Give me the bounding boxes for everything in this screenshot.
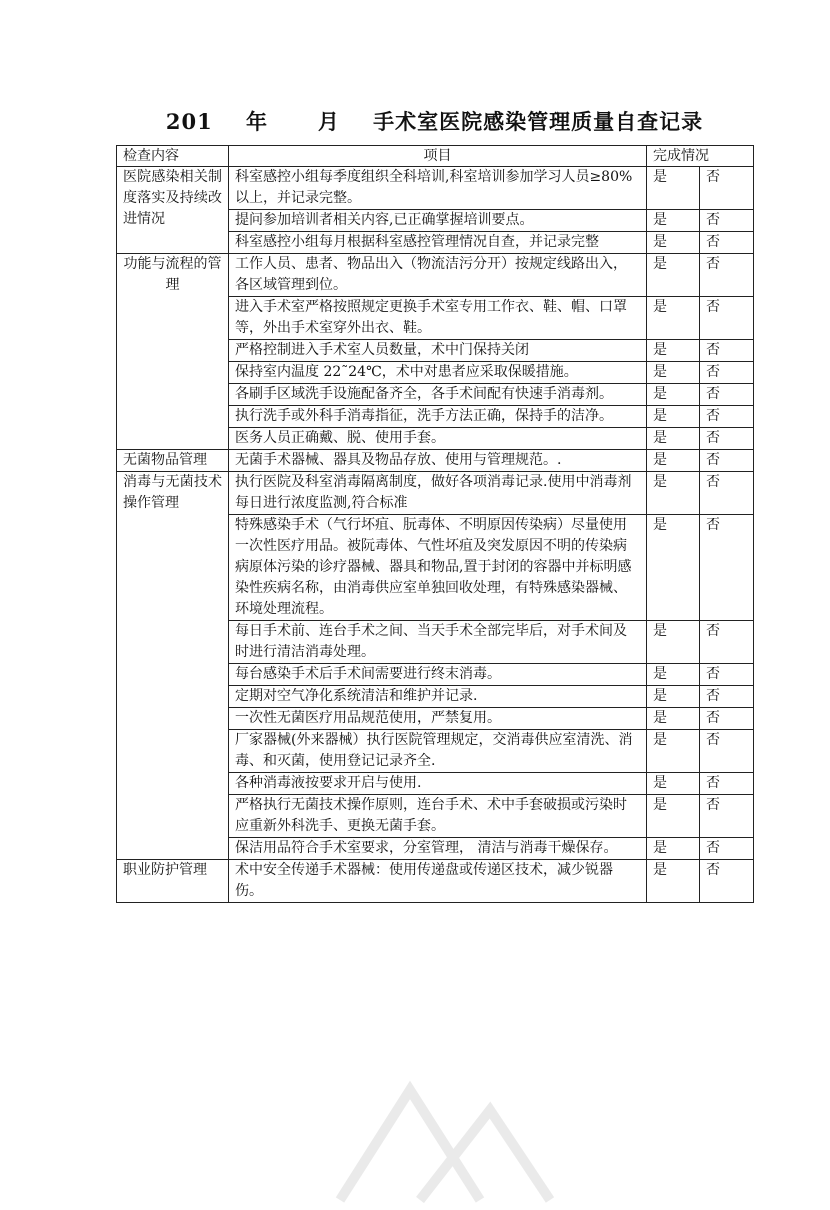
yes-cell[interactable]: 是 <box>647 406 700 428</box>
header-status: 完成情况 <box>647 146 754 167</box>
item-cell: 一次性无菌医疗用品规范使用，严禁复用。 <box>229 708 647 730</box>
no-cell[interactable]: 否 <box>700 384 754 406</box>
yes-cell[interactable]: 是 <box>647 795 700 838</box>
item-cell: 各刷手区域洗手设施配备齐全，各手术间配有快速手消毒剂。 <box>229 384 647 406</box>
self-check-table <box>116 145 754 903</box>
item-cell: 严格执行无菌技术操作原则，连台手术、术中手套破损或污染时应重新外科洗手、更换无菌手套。 <box>229 795 647 838</box>
item-cell: 提问参加培训者相关内容,已正确掌握培训要点。 <box>229 210 647 232</box>
table-row <box>117 860 754 903</box>
item-cell: 进入手术室严格按照规定更换手术室专用工作衣、鞋、帽、口罩等，外出手术室穿外出衣、鞋。 <box>229 297 647 340</box>
yes-cell[interactable]: 是 <box>647 472 700 515</box>
category-cell: 职业防护管理 <box>117 860 229 903</box>
no-cell[interactable]: 否 <box>700 450 754 472</box>
no-cell[interactable]: 否 <box>700 297 754 340</box>
yes-cell[interactable]: 是 <box>647 232 700 254</box>
yes-cell[interactable]: 是 <box>647 210 700 232</box>
header-category: 检查内容 <box>117 146 229 167</box>
item-cell: 术中安全传递手术器械：使用传递盘或传递区技术，减少锐器伤。 <box>229 860 647 903</box>
no-cell[interactable]: 否 <box>700 406 754 428</box>
table-header-row <box>117 146 754 167</box>
yes-cell[interactable]: 是 <box>647 297 700 340</box>
item-cell: 执行洗手或外科手消毒指征，洗手方法正确，保持手的洁净。 <box>229 406 647 428</box>
item-cell: 无菌手术器械、器具及物品存放、使用与管理规范。. <box>229 450 647 472</box>
category-cell: 消毒与无菌技术操作管理 <box>117 472 229 860</box>
item-cell: 科室感控小组每季度组织全科培训,科室培训参加学习人员≥80%以上，并记录完整。 <box>229 167 647 210</box>
yes-cell[interactable]: 是 <box>647 362 700 384</box>
item-cell: 严格控制进入手术室人员数量，术中门保持关闭 <box>229 340 647 362</box>
category-cell: 医院感染相关制度落实及持续改进情况 <box>117 167 229 254</box>
yes-cell[interactable]: 是 <box>647 838 700 860</box>
no-cell[interactable]: 否 <box>700 340 754 362</box>
yes-cell[interactable]: 是 <box>647 254 700 297</box>
table-row <box>117 167 754 210</box>
yes-cell[interactable]: 是 <box>647 621 700 664</box>
yes-cell[interactable]: 是 <box>647 686 700 708</box>
page-title: 201 年 月 手术室医院感染管理质量自查记录 <box>165 109 704 134</box>
yes-cell[interactable]: 是 <box>647 167 700 210</box>
item-cell: 厂家器械(外来器械）执行医院管理规定，交消毒供应室清洗、消毒、和灭菌，使用登记记录齐全. <box>229 730 647 773</box>
no-cell[interactable]: 否 <box>700 730 754 773</box>
no-cell[interactable]: 否 <box>700 232 754 254</box>
yes-cell[interactable]: 是 <box>647 730 700 773</box>
item-cell: 保持室内温度 22˜24℃，术中对患者应采取保暖措施。 <box>229 362 647 384</box>
yes-cell[interactable]: 是 <box>647 708 700 730</box>
no-cell[interactable]: 否 <box>700 838 754 860</box>
no-cell[interactable]: 否 <box>700 428 754 450</box>
no-cell[interactable]: 否 <box>700 664 754 686</box>
item-cell: 特殊感染手术（气行坏疽、朊毒体、不明原因传染病）尽量使用一次性医疗用品。被阮毒体、气性坏疽及突发原因不明的传染病病原体污染的诊疗器械、器具和物品,置于封闭的容器中并标明感染性疾病名称，由消毒供应室单独回收处理，有特殊感染器械、环境处理流程。 <box>229 515 647 621</box>
item-cell: 保洁用品符合手术室要求，分室管理， 清洁与消毒干燥保存。 <box>229 838 647 860</box>
item-cell: 各种消毒液按要求开启与使用. <box>229 773 647 795</box>
no-cell[interactable]: 否 <box>700 621 754 664</box>
yes-cell[interactable]: 是 <box>647 773 700 795</box>
yes-cell[interactable]: 是 <box>647 860 700 903</box>
no-cell[interactable]: 否 <box>700 686 754 708</box>
table-row <box>117 472 754 515</box>
table-row <box>117 254 754 297</box>
yes-cell[interactable]: 是 <box>647 450 700 472</box>
no-cell[interactable]: 否 <box>700 860 754 903</box>
yes-cell[interactable]: 是 <box>647 428 700 450</box>
header-item: 项目 <box>229 146 647 167</box>
table-row <box>117 450 754 472</box>
item-cell: 医务人员正确戴、脱、使用手套。 <box>229 428 647 450</box>
item-cell: 每台感染手术后手术间需要进行终末消毒。 <box>229 664 647 686</box>
item-cell: 科室感控小组每月根据科室感控管理情况自查，并记录完整 <box>229 232 647 254</box>
watermark-graphic <box>300 1050 560 1210</box>
category-cell: 功能与流程的管理 <box>117 254 229 450</box>
item-cell: 执行医院及科室消毒隔离制度，做好各项消毒记录.使用中消毒剂每日进行浓度监测,符合标准 <box>229 472 647 515</box>
item-cell: 工作人员、患者、物品出入（物流洁污分开）按规定线路出入，各区域管理到位。 <box>229 254 647 297</box>
no-cell[interactable]: 否 <box>700 708 754 730</box>
no-cell[interactable]: 否 <box>700 362 754 384</box>
yes-cell[interactable]: 是 <box>647 515 700 621</box>
no-cell[interactable]: 否 <box>700 773 754 795</box>
yes-cell[interactable]: 是 <box>647 340 700 362</box>
no-cell[interactable]: 否 <box>700 167 754 210</box>
item-cell: 定期对空气净化系统清洁和维护并记录. <box>229 686 647 708</box>
no-cell[interactable]: 否 <box>700 515 754 621</box>
no-cell[interactable]: 否 <box>700 210 754 232</box>
no-cell[interactable]: 否 <box>700 472 754 515</box>
no-cell[interactable]: 否 <box>700 254 754 297</box>
item-cell: 每日手术前、连台手术之间、当天手术全部完毕后，对手术间及时进行清洁消毒处理。 <box>229 621 647 664</box>
yes-cell[interactable]: 是 <box>647 384 700 406</box>
yes-cell[interactable]: 是 <box>647 664 700 686</box>
no-cell[interactable]: 否 <box>700 795 754 838</box>
category-cell: 无菌物品管理 <box>117 450 229 472</box>
